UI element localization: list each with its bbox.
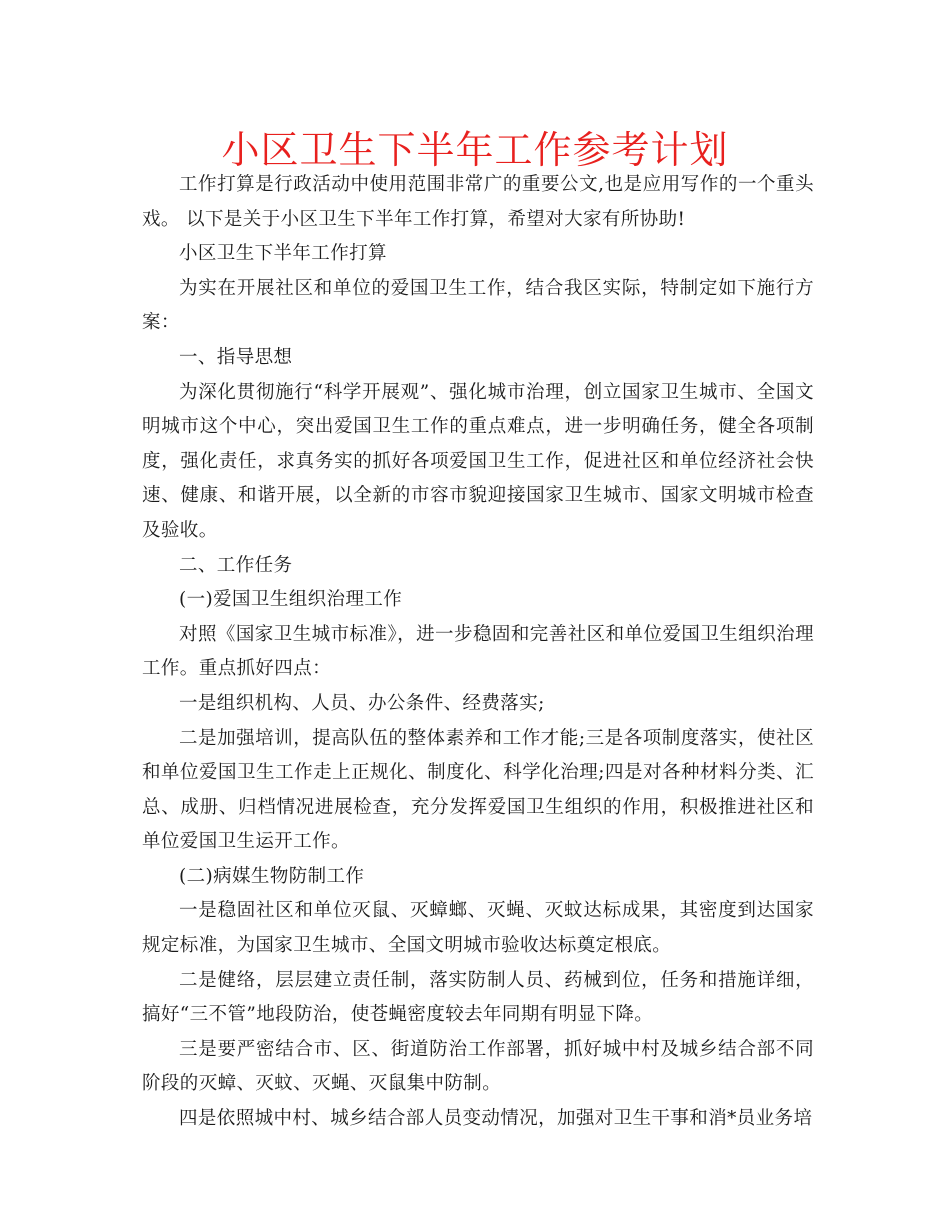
paragraph-intro: 工作打算是行政活动中使用范围非常广的重要公文,也是应用写作的一个重头戏。 以下是关于小区卫生下半年工作打算，希望对大家有所协助! bbox=[142, 174, 814, 230]
paragraph-vector-three: 三是要严密结合市、区、街道防治工作部署，抓好城中村及城乡结合部不同阶段的灭蟑、灭蚊、灭蝇、灭鼠集中防制。 bbox=[142, 1038, 814, 1095]
paragraph-organization: 对照《国家卫生城市标准》，进一步稳固和完善社区和单位爱国卫生组织治理工作。重点抓好四点： bbox=[142, 623, 814, 680]
document-body bbox=[142, 168, 814, 1137]
paragraph-subtitle: 小区卫生下半年工作打算 bbox=[179, 243, 387, 265]
subsection-heading-organization: (一)爱国卫生组织治理工作 bbox=[179, 589, 403, 611]
paragraph-vector-four: 四是依照城中村、城乡结合部人员变动情况，加强对卫生干事和消*员业务培 bbox=[179, 1108, 813, 1130]
subsection-heading-vector-control: (二)病媒生物防制工作 bbox=[179, 865, 365, 887]
paragraph-vector-two: 二是健络，层层建立责任制，落实防制人员、药械到位，任务和措施详细，搞好“三不管”地段防治，使苍蝇密度较去年同期有明显下降。 bbox=[142, 969, 814, 1026]
section-heading-work-tasks: 二、工作任务 bbox=[179, 554, 293, 576]
section-heading-guiding-thought: 一、指导思想 bbox=[179, 346, 293, 368]
paragraph-vector-one: 一是稳固社区和单位灭鼠、灭蟑螂、灭蝇、灭蚊达标成果，其密度到达国家规定标准，为国家卫生城市、全国文明城市验收达标奠定根底。 bbox=[142, 900, 814, 957]
paragraph-points-two-to-four: 二是加强培训，提高队伍的整体素养和工作才能;三是各项制度落实，使社区和单位爱国卫生工作走上正规化、制度化、科学化治理;四是对各种材料分类、汇总、成册、归档情况进展检查，充分发挥爱国卫生组织的作用，积极推进社区和单位爱国卫生运开工作。 bbox=[142, 727, 814, 853]
document-title: 小区卫生下半年工作参考计划 bbox=[221, 128, 729, 172]
paragraph-purpose: 为实在开展社区和单位的爱国卫生工作，结合我区实际，特制定如下施行方案： bbox=[142, 277, 814, 334]
paragraph-point-one: 一是组织机构、人员、办公条件、经费落实; bbox=[179, 692, 545, 714]
paragraph-guiding-thought: 为深化贯彻施行“科学开展观”、强化城市治理，创立国家卫生城市、全国文明城市这个中心，突出爱国卫生工作的重点难点，进一步明确任务，健全各项制度，强化责任，求真务实的抓好各项爱国卫生工作，促进社区和单位经济社会快速、健康、和谐开展，以全新的市容市貌迎接国家卫生城市、国家文明城市检查及验收。 bbox=[142, 381, 814, 541]
